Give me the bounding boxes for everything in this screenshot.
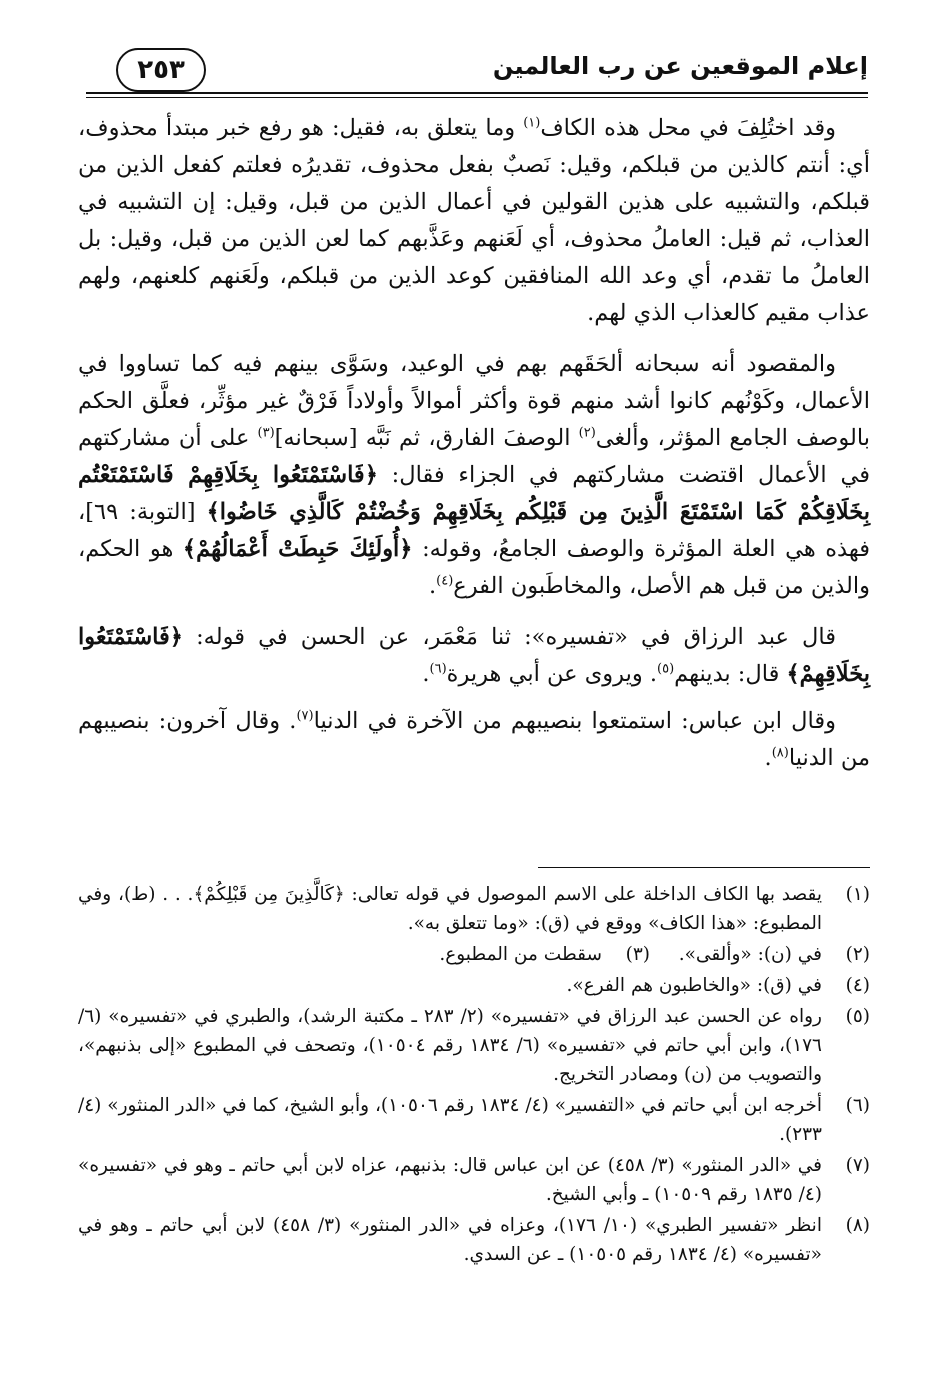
footnote-text: أخرجه ابن أبي حاتم في «التفسير» (٤/ ١٨٣٤ رقم ١٠٥٠٦)، وأبو الشيخ، كما في «الدر المنثور» (٤/ ٢٣٣).: [78, 1095, 822, 1145]
main-text: [78, 110, 870, 791]
footnote-8: [78, 1211, 870, 1269]
footnote-row-2-3: [78, 940, 870, 969]
footnote-text: في (ق): «والخاطبون هم الفرع».: [566, 975, 822, 996]
text-run: . ويروى عن أبي هريرة: [446, 661, 658, 687]
footnote-text: يقصد بها الكاف الداخلة على الاسم الموصول في قوله تعالى: ﴿كَالَّذِينَ مِن قَبْلِكُمْ﴾. . . (ط)، وفي المطبوع: «هذا الكاف» ووقع في (ق): «وما تتعلق به».: [78, 884, 822, 934]
footnote-text: سقطت من المطبوع.: [439, 944, 602, 965]
quran-quote: ﴿أُولَئِكَ حَبِطَتْ أَعْمَالُهُمْ﴾: [182, 536, 413, 562]
paragraph-1: [78, 110, 870, 332]
paragraph-2: [78, 346, 870, 605]
footnote-number: (١): [845, 884, 870, 905]
quran-quote: ﴿فَاسْتَمْتَعُوا بِخَلَاقِهِمْ﴾: [78, 624, 870, 687]
running-title: إعلام الموقعين عن رب العالمين: [492, 52, 868, 80]
text-run: وقال ابن عباس: استمتعوا بنصيبهم من الآخرة في الدنيا: [313, 708, 837, 734]
footnote-number: (٣): [625, 944, 650, 965]
text-run: .: [422, 661, 430, 687]
header-rule-thick: [86, 92, 868, 94]
footnote-separator: [538, 867, 870, 868]
text-run: . وقال آخرون: بنصيبهم من الدنيا: [78, 708, 870, 771]
page-header: [86, 48, 868, 98]
text-run: والمقصود أنه سبحانه ألحَقَهم بهم في الوعيد، وسَوَّى بينهم فيه كما تساووا في الأعمال، وكَوْنُهم كانوا أشد منهم قوة وأكثر أموالاً وأولاداً فَرْقٌ غير مؤثِّر، فعلَّق الحكم بالوصف الجامع المؤثر، وألغى: [78, 351, 870, 451]
footnote-ref[interactable]: (٦): [429, 661, 447, 677]
footnote-number: (٧): [845, 1155, 870, 1176]
footnote-ref[interactable]: (٨): [771, 745, 789, 761]
text-run: قال عبد الرزاق في «تفسيره»: ثنا مَعْمَر، عن الحسن في قوله:: [182, 624, 836, 650]
footnote-6: [78, 1091, 870, 1149]
footnote-4: [78, 971, 870, 1000]
text-run: وقد اختُلِفَ في محل هذه الكاف: [540, 115, 837, 141]
footnote-text: في (ن): «وألقى».: [678, 944, 822, 965]
text-run: هو الحكم، والذين من قبل هم الأصل، والمخاطَبون الفرع: [78, 536, 870, 599]
footnote-number: (٨): [845, 1215, 870, 1236]
footnote-5: [78, 1002, 870, 1089]
footnote-ref[interactable]: (٤): [436, 573, 454, 589]
paragraph-3: [78, 619, 870, 693]
footnote-number: (٤): [845, 975, 870, 996]
footnote-text: انظر «تفسير الطبري» (١٠/ ١٧٦)، وعزاه في «الدر المنثور» (٣/ ٤٥٨) لابن أبي حاتم ـ وهو في «تفسيره» (٤/ ١٨٣٤ رقم ١٠٥٠٥) ـ عن السدي.: [78, 1215, 822, 1265]
text-run: على أن مشاركتهم في الأعمال اقتضت مشاركتهم في الجزاء فقال:: [78, 425, 870, 488]
footnote-text: في «الدر المنثور» (٣/ ٤٥٨) عن ابن عباس قال: بذنبهم، عزاه لابن أبي حاتم ـ وهو في «تفسيره» (٤/ ١٨٣٥ رقم ١٠٥٠٩) ـ وأبي الشيخ.: [78, 1155, 822, 1205]
footnote-text: رواه عن الحسن عبد الرزاق في «تفسيره» (٢/ ٢٨٣ ـ مكتبة الرشد)، والطبري في «تفسيره» (٦/ ١٧٦)، وابن أبي حاتم في «تفسيره» (٦/ ١٨٣٤ رقم ١٠٥٠٤)، وتصحف في المطبوع «إلى بذنبهم»، والتصويب من (ن) ومصادر التخريج.: [78, 1006, 822, 1085]
text-run: .: [428, 573, 437, 599]
footnote-2: [650, 940, 870, 969]
footnote-ref[interactable]: (٧): [296, 708, 314, 724]
quran-quote: ﴿فَاسْتَمْتَعُوا بِخَلَاقِهِمْ فَاسْتَمْتَعْتُم بِخَلَاقِكُمْ كَمَا اسْتَمْتَعَ الَّذِينَ مِن قَبْلِكُم بِخَلَاقِهِمْ وَخُضْتُمْ كَالَّذِي خَاضُوا﴾: [78, 462, 870, 525]
footnote-number: (٢): [845, 944, 870, 965]
page-number: ٢٥٣: [116, 48, 206, 92]
footnotes: [78, 880, 870, 1271]
text-run: قال: بدينهم: [674, 661, 787, 687]
footnote-3: [350, 940, 650, 969]
text-run: الوصفَ الفارق، ثم نَبَّه [سبحانه]: [274, 425, 579, 451]
footnote-ref[interactable]: (٢): [578, 425, 596, 441]
text-run: .: [764, 745, 772, 771]
text-run: [التوبة: ٦٩]، فهذه هي العلة المؤثرة والوصف الجامعُ، وقوله:: [78, 499, 870, 562]
footnote-ref[interactable]: (٣): [257, 425, 275, 441]
footnote-ref[interactable]: (١): [523, 115, 541, 131]
text-run: وما يتعلق به، فقيل: هو رفع خبر مبتدأ محذوف، أي: أنتم كالذين من قبلكم، وقيل: نَصبٌ بفعل محذوف، تقديرُه فعلتم كفعل الذين من قبلكم، والتشبيه على هذين القولين في أعمال الذين من قبل، وقيل: إن التشبيه في العذاب، ثم قيل: العاملُ محذوف، أي لَعَنهم وعَذَّبهم كما لعن الذين من قبل، وقيل: بل العاملُ ما تقدم، أي وعد الله المنافقين كوعد الذين من قبلكم، ولَعَنهم كلعنهم، ولهم عذاب مقيم كالعذاب الذي لهم.: [78, 115, 870, 326]
header-rule-thin: [86, 97, 868, 98]
footnote-number: (٦): [845, 1095, 870, 1116]
footnote-1: [78, 880, 870, 938]
footnote-ref[interactable]: (٥): [657, 661, 675, 677]
footnote-number: (٥): [845, 1006, 870, 1027]
paragraph-4: [78, 703, 870, 777]
footnote-7: [78, 1151, 870, 1209]
